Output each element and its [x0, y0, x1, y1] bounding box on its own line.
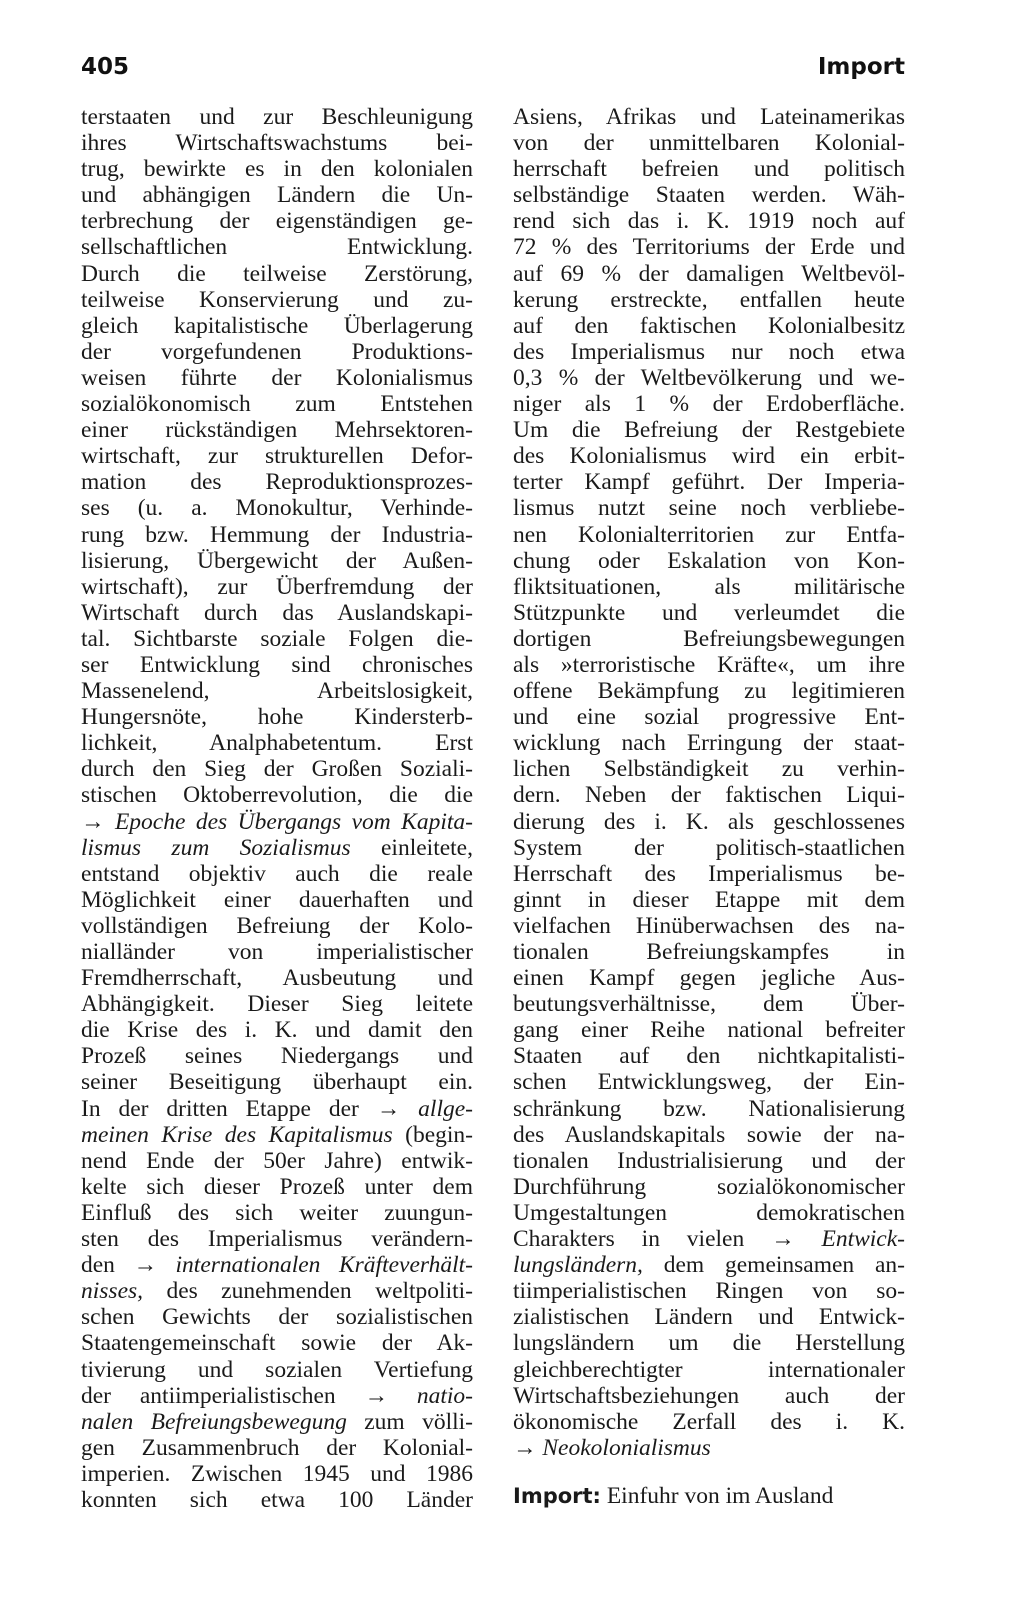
text-line — [513, 835, 905, 861]
import-entry-line — [513, 1483, 905, 1509]
text-line — [81, 104, 473, 130]
line-text: Um die Befreiung der Restgebiete — [513, 417, 905, 444]
text-line — [513, 1148, 905, 1174]
line-text: Stützpunkte und verleumdet die — [513, 599, 905, 626]
cross-reference-arrow: → — [376, 1095, 419, 1122]
text-line — [513, 469, 905, 495]
line-text: des Kolonialismus wird ein erbit- — [513, 443, 905, 470]
line-text: tiimperialistischen Ringen von so- — [513, 1278, 905, 1305]
text-line — [513, 1383, 905, 1409]
text-line — [81, 756, 473, 782]
page-header — [81, 54, 905, 86]
text-line — [81, 1043, 473, 1069]
line-text: nen Kolonialterritorien zur Entfa- — [513, 521, 905, 548]
text-line — [81, 704, 473, 730]
cross-reference-term: lungsländern, — [513, 1252, 643, 1279]
text-line — [81, 495, 473, 521]
text-line — [81, 443, 473, 469]
text-line — [513, 495, 905, 521]
text-line — [513, 1200, 905, 1226]
text-line — [81, 626, 473, 652]
text-line — [81, 548, 473, 574]
text-line — [513, 287, 905, 313]
text-line — [81, 391, 473, 417]
cross-reference-term: internationalen Kräfteverhält- — [175, 1252, 473, 1279]
cross-reference-term: meinen Krise des Kapitalismus — [81, 1121, 393, 1148]
line-text: tionalen Industrialisierung und der — [513, 1147, 905, 1174]
text-line — [81, 991, 473, 1017]
text-line — [513, 1069, 905, 1095]
text-line — [513, 809, 905, 835]
line-text: nialländer von imperialistischer — [81, 939, 473, 965]
line-text: ökonomische Zerfall des i. K. — [513, 1408, 905, 1435]
text-line — [513, 965, 905, 991]
text-line — [81, 182, 473, 208]
line-text: In der dritten Etappe der — [81, 1095, 377, 1122]
text-line — [81, 234, 473, 260]
text-line — [81, 522, 473, 548]
left-column — [81, 104, 473, 1513]
line-text: Umgestaltungen demokratischen — [513, 1199, 905, 1226]
line-text: ser Entwicklung sind chronisches — [81, 651, 473, 678]
cross-reference-term: lismus zum Sozialismus — [81, 834, 351, 861]
line-text: durch den Sieg der Großen Soziali- — [81, 756, 473, 783]
text-line — [81, 1330, 473, 1356]
text-line — [81, 1409, 473, 1435]
line-text: (begin- — [392, 1121, 473, 1148]
text-line — [513, 626, 905, 652]
text-line — [513, 104, 905, 130]
page-number: 405 — [81, 54, 130, 80]
right-column-lines — [513, 104, 905, 1461]
text-line — [81, 782, 473, 808]
line-text: lisierung, Übergewicht der Außen- — [81, 547, 473, 574]
text-line — [513, 1252, 905, 1278]
text-line — [513, 1017, 905, 1043]
text-line — [513, 1435, 905, 1461]
line-text: des Imperialismus nur noch etwa — [513, 338, 905, 365]
text-line — [513, 261, 905, 287]
line-text: Einfluß des sich weiter zuungun- — [81, 1199, 473, 1226]
line-text: sozialökonomisch zum Entstehen — [81, 391, 473, 418]
line-text: Herrschaft des Imperialismus be- — [513, 860, 905, 887]
line-text: zialistischen Ländern und Entwick- — [513, 1304, 905, 1331]
line-text: Möglichkeit einer dauerhaften und — [81, 886, 473, 913]
line-text: terbrechung der eigenständigen ge- — [81, 208, 473, 235]
text-line — [81, 965, 473, 991]
line-text: stischen Oktoberrevolution, die die — [81, 782, 473, 809]
text-line — [81, 913, 473, 939]
text-line — [513, 313, 905, 339]
line-text: schränkung bzw. Nationalisierung — [513, 1095, 905, 1122]
line-text: Abhängigkeit. Dieser Sieg leitete — [81, 991, 473, 1018]
text-line — [81, 574, 473, 600]
entry-gap — [513, 1461, 905, 1483]
text-line — [513, 443, 905, 469]
text-line — [513, 1278, 905, 1304]
text-line — [513, 861, 905, 887]
line-text: rend sich das i. K. 1919 noch auf — [513, 208, 905, 235]
line-text: ihres Wirtschaftswachstums bei- — [81, 130, 473, 157]
text-line — [513, 1304, 905, 1330]
line-text: auf 69 % der damaligen Weltbevöl- — [513, 260, 905, 287]
line-text: lungsländern um die Herstellung — [513, 1330, 905, 1357]
text-line — [513, 522, 905, 548]
line-text: und abhängigen Ländern die Un- — [81, 182, 473, 209]
text-line — [513, 365, 905, 391]
line-text: 0,3 % der Weltbevölkerung und we- — [513, 364, 905, 391]
line-text: lichen Selbständigkeit zu verhin- — [513, 756, 905, 783]
line-text: Prozeß seines Niedergangs und — [81, 1043, 473, 1070]
line-text: ginnt in dieser Etappe mit dem — [513, 886, 905, 913]
text-line — [513, 652, 905, 678]
line-text: schen Gewichts der sozialistischen — [81, 1304, 473, 1331]
line-text: zum völli- — [346, 1408, 473, 1435]
cross-reference-term: Entwick- — [821, 1226, 905, 1253]
text-line — [513, 1409, 905, 1435]
line-text: weisen führte der Kolonialismus — [81, 364, 473, 391]
text-line — [513, 130, 905, 156]
line-text: lismus nutzt seine noch verbliebe- — [513, 495, 905, 522]
line-text: gleich kapitalistische Überlagerung — [81, 312, 473, 339]
line-text: der antiimperialistischen — [81, 1382, 365, 1409]
line-text: Wirtschaft durch das Auslandskapi- — [81, 599, 473, 626]
line-text: offene Bekämpfung zu legitimieren — [513, 678, 905, 705]
text-line — [81, 1096, 473, 1122]
text-line — [81, 939, 473, 965]
line-text: sellschaftlichen Entwicklung. — [81, 234, 473, 261]
text-line — [81, 156, 473, 182]
text-line — [81, 1148, 473, 1174]
text-line — [513, 1122, 905, 1148]
text-line — [81, 1461, 473, 1487]
line-text: fliktsituationen, als militärische — [513, 573, 905, 600]
cross-reference-term: allge- — [418, 1095, 473, 1122]
line-text: Massenelend, Arbeitslosigkeit, — [81, 678, 473, 705]
text-line — [81, 678, 473, 704]
text-line — [81, 1357, 473, 1383]
text-line — [81, 1252, 473, 1278]
text-line — [513, 234, 905, 260]
text-line — [513, 1357, 905, 1383]
line-text: trug, bewirkte es in den kolonialen — [81, 156, 473, 183]
line-text: schen Entwicklungsweg, der Ein- — [513, 1069, 905, 1096]
import-entry-text: Einfuhr von im Ausland — [600, 1482, 834, 1509]
line-text: dierung des i. K. als geschlossenes — [513, 808, 905, 835]
line-text: gen Zusammenbruch der Kolonial- — [81, 1434, 473, 1461]
line-text: niger als 1 % der Erdoberfläche. — [513, 391, 905, 418]
line-text: Asiens, Afrikas und Lateinamerikas — [513, 104, 905, 130]
text-line — [513, 391, 905, 417]
text-line — [513, 730, 905, 756]
text-line — [81, 1435, 473, 1461]
line-text: selbständige Staaten werden. Wäh- — [513, 182, 905, 209]
text-line — [81, 861, 473, 887]
line-text: wirtschaft), zur Überfremdung der — [81, 573, 473, 600]
line-text: dern. Neben der faktischen Liqui- — [513, 782, 905, 809]
text-line — [81, 1017, 473, 1043]
line-text: auf den faktischen Kolonialbesitz — [513, 312, 905, 339]
text-line — [81, 1304, 473, 1330]
text-line — [81, 1278, 473, 1304]
line-text: vollständigen Befreiung der Kolo- — [81, 912, 473, 939]
text-line — [81, 469, 473, 495]
text-line — [81, 313, 473, 339]
line-text: 72 % des Territoriums der Erde und — [513, 234, 905, 261]
text-line — [81, 1226, 473, 1252]
line-text: Fremdherrschaft, Ausbeutung und — [81, 965, 473, 992]
running-head-keyword: Import — [817, 54, 905, 80]
cross-reference-arrow: → — [133, 1252, 176, 1279]
line-text: entstand objektiv auch die reale — [81, 860, 473, 887]
cross-reference-term: Neokolonialismus — [542, 1434, 711, 1461]
cross-reference-arrow: → — [364, 1382, 417, 1409]
line-text: herrschaft befreien und politisch — [513, 156, 905, 183]
line-text: lichkeit, Analphabetentum. Erst — [81, 730, 473, 757]
line-text: vielfachen Hinüberwachsen des na- — [513, 912, 905, 939]
line-text: der vorgefundenen Produktions- — [81, 338, 473, 365]
line-text: terstaaten und zur Beschleunigung — [81, 104, 473, 130]
line-text: wicklung nach Erringung der staat- — [513, 730, 905, 757]
text-line — [81, 809, 473, 835]
line-text: einer rückständigen Mehrsektoren- — [81, 417, 473, 444]
line-text: einleitete, — [350, 834, 473, 861]
text-line — [81, 600, 473, 626]
text-line — [81, 730, 473, 756]
line-text: sten des Imperialismus verändern- — [81, 1226, 473, 1253]
line-text: wirtschaft, zur strukturellen Defor- — [81, 443, 473, 470]
line-text: als »terroristische Kräfte«, um ihre — [513, 651, 905, 678]
right-column — [513, 104, 905, 1509]
line-text: gleichberechtigter internationaler — [513, 1356, 905, 1383]
line-text: und eine sozial progressive Ent- — [513, 704, 905, 731]
line-text: System der politisch-staatlichen — [513, 834, 905, 861]
line-text: seiner Beseitigung überhaupt ein. — [81, 1069, 473, 1096]
text-line — [513, 339, 905, 365]
text-line — [81, 1069, 473, 1095]
text-line — [513, 574, 905, 600]
line-text: nend Ende der 50er Jahre) entwik- — [81, 1147, 473, 1174]
line-text: konnten sich etwa 100 Länder — [81, 1486, 473, 1513]
text-line — [81, 1487, 473, 1513]
line-text: kerung erstreckte, entfallen heute — [513, 286, 905, 313]
line-text: Durch die teilweise Zerstörung, — [81, 260, 473, 287]
line-text: Wirtschaftsbeziehungen auch der — [513, 1382, 905, 1409]
text-line — [81, 1383, 473, 1409]
line-text: tal. Sichtbarste soziale Folgen die- — [81, 625, 473, 652]
line-text: einen Kampf gegen jegliche Aus- — [513, 965, 905, 992]
line-text: Staaten auf den nichtkapitalisti- — [513, 1043, 905, 1070]
line-text: des Auslandskapitals sowie der na- — [513, 1121, 905, 1148]
line-text: chung oder Eskalation von Kon- — [513, 547, 905, 574]
text-line — [81, 652, 473, 678]
text-line — [81, 208, 473, 234]
text-line — [513, 1096, 905, 1122]
text-line — [513, 1174, 905, 1200]
cross-reference-term: nisses, — [81, 1278, 144, 1305]
text-line — [513, 704, 905, 730]
line-text: gang einer Reihe national befreiter — [513, 1017, 905, 1044]
text-line — [81, 339, 473, 365]
line-text: imperien. Zwischen 1945 und 1986 — [81, 1460, 473, 1487]
text-line — [513, 991, 905, 1017]
line-text: tionalen Befreiungskampfes in — [513, 939, 905, 965]
line-text: terter Kampf geführt. Der Imperia- — [513, 469, 905, 496]
text-line — [81, 887, 473, 913]
text-line — [513, 417, 905, 443]
line-text: rung bzw. Hemmung der Industria- — [81, 521, 473, 548]
text-line — [81, 417, 473, 443]
line-text: dortigen Befreiungsbewegungen — [513, 625, 905, 652]
line-text: Durchführung sozialökonomischer — [513, 1173, 905, 1200]
line-text: des zunehmenden weltpoliti- — [143, 1278, 473, 1305]
text-line — [81, 1174, 473, 1200]
text-line — [513, 913, 905, 939]
text-line — [81, 835, 473, 861]
text-line — [513, 678, 905, 704]
line-text: teilweise Konservierung und zu- — [81, 286, 473, 313]
line-text: Hungersnöte, hohe Kindersterb- — [81, 704, 473, 731]
text-line — [81, 1200, 473, 1226]
text-line — [513, 782, 905, 808]
cross-reference-term: nalen Befreiungsbewegung — [81, 1408, 347, 1435]
text-line — [513, 1043, 905, 1069]
text-line — [513, 939, 905, 965]
line-text: die Krise des i. K. und damit den — [81, 1017, 473, 1044]
text-line — [81, 261, 473, 287]
cross-reference-term: natio- — [416, 1382, 473, 1409]
cross-reference-term: Epoche des Übergangs vom Kapita- — [114, 808, 473, 835]
text-line — [81, 130, 473, 156]
text-line — [513, 1226, 905, 1252]
text-line — [513, 156, 905, 182]
line-text: Charakters in vielen — [513, 1226, 772, 1253]
line-text: mation des Reproduktionsprozes- — [81, 469, 473, 496]
text-line — [513, 756, 905, 782]
cross-reference-arrow: → — [513, 1434, 543, 1461]
text-line — [513, 887, 905, 913]
text-line — [513, 1330, 905, 1356]
line-text: den — [81, 1252, 134, 1279]
text-line — [513, 182, 905, 208]
line-text: beutungsverhältnisse, dem Über- — [513, 991, 905, 1018]
text-line — [81, 1122, 473, 1148]
lemma-import: Import: — [513, 1483, 601, 1508]
line-text: tivierung und sozialen Vertiefung — [81, 1356, 473, 1383]
cross-reference-arrow: → — [81, 808, 115, 835]
text-line — [513, 548, 905, 574]
line-text: Staatengemeinschaft sowie der Ak- — [81, 1330, 473, 1357]
text-line — [81, 287, 473, 313]
text-line — [513, 208, 905, 234]
line-text: ses (u. a. Monokultur, Verhinde- — [81, 495, 473, 522]
text-line — [513, 600, 905, 626]
line-text: dem gemeinsamen an- — [642, 1252, 905, 1279]
cross-reference-arrow: → — [771, 1226, 822, 1253]
line-text: kelte sich dieser Prozeß unter dem — [81, 1173, 473, 1200]
text-line — [81, 365, 473, 391]
line-text: von der unmittelbaren Kolonial- — [513, 130, 905, 157]
